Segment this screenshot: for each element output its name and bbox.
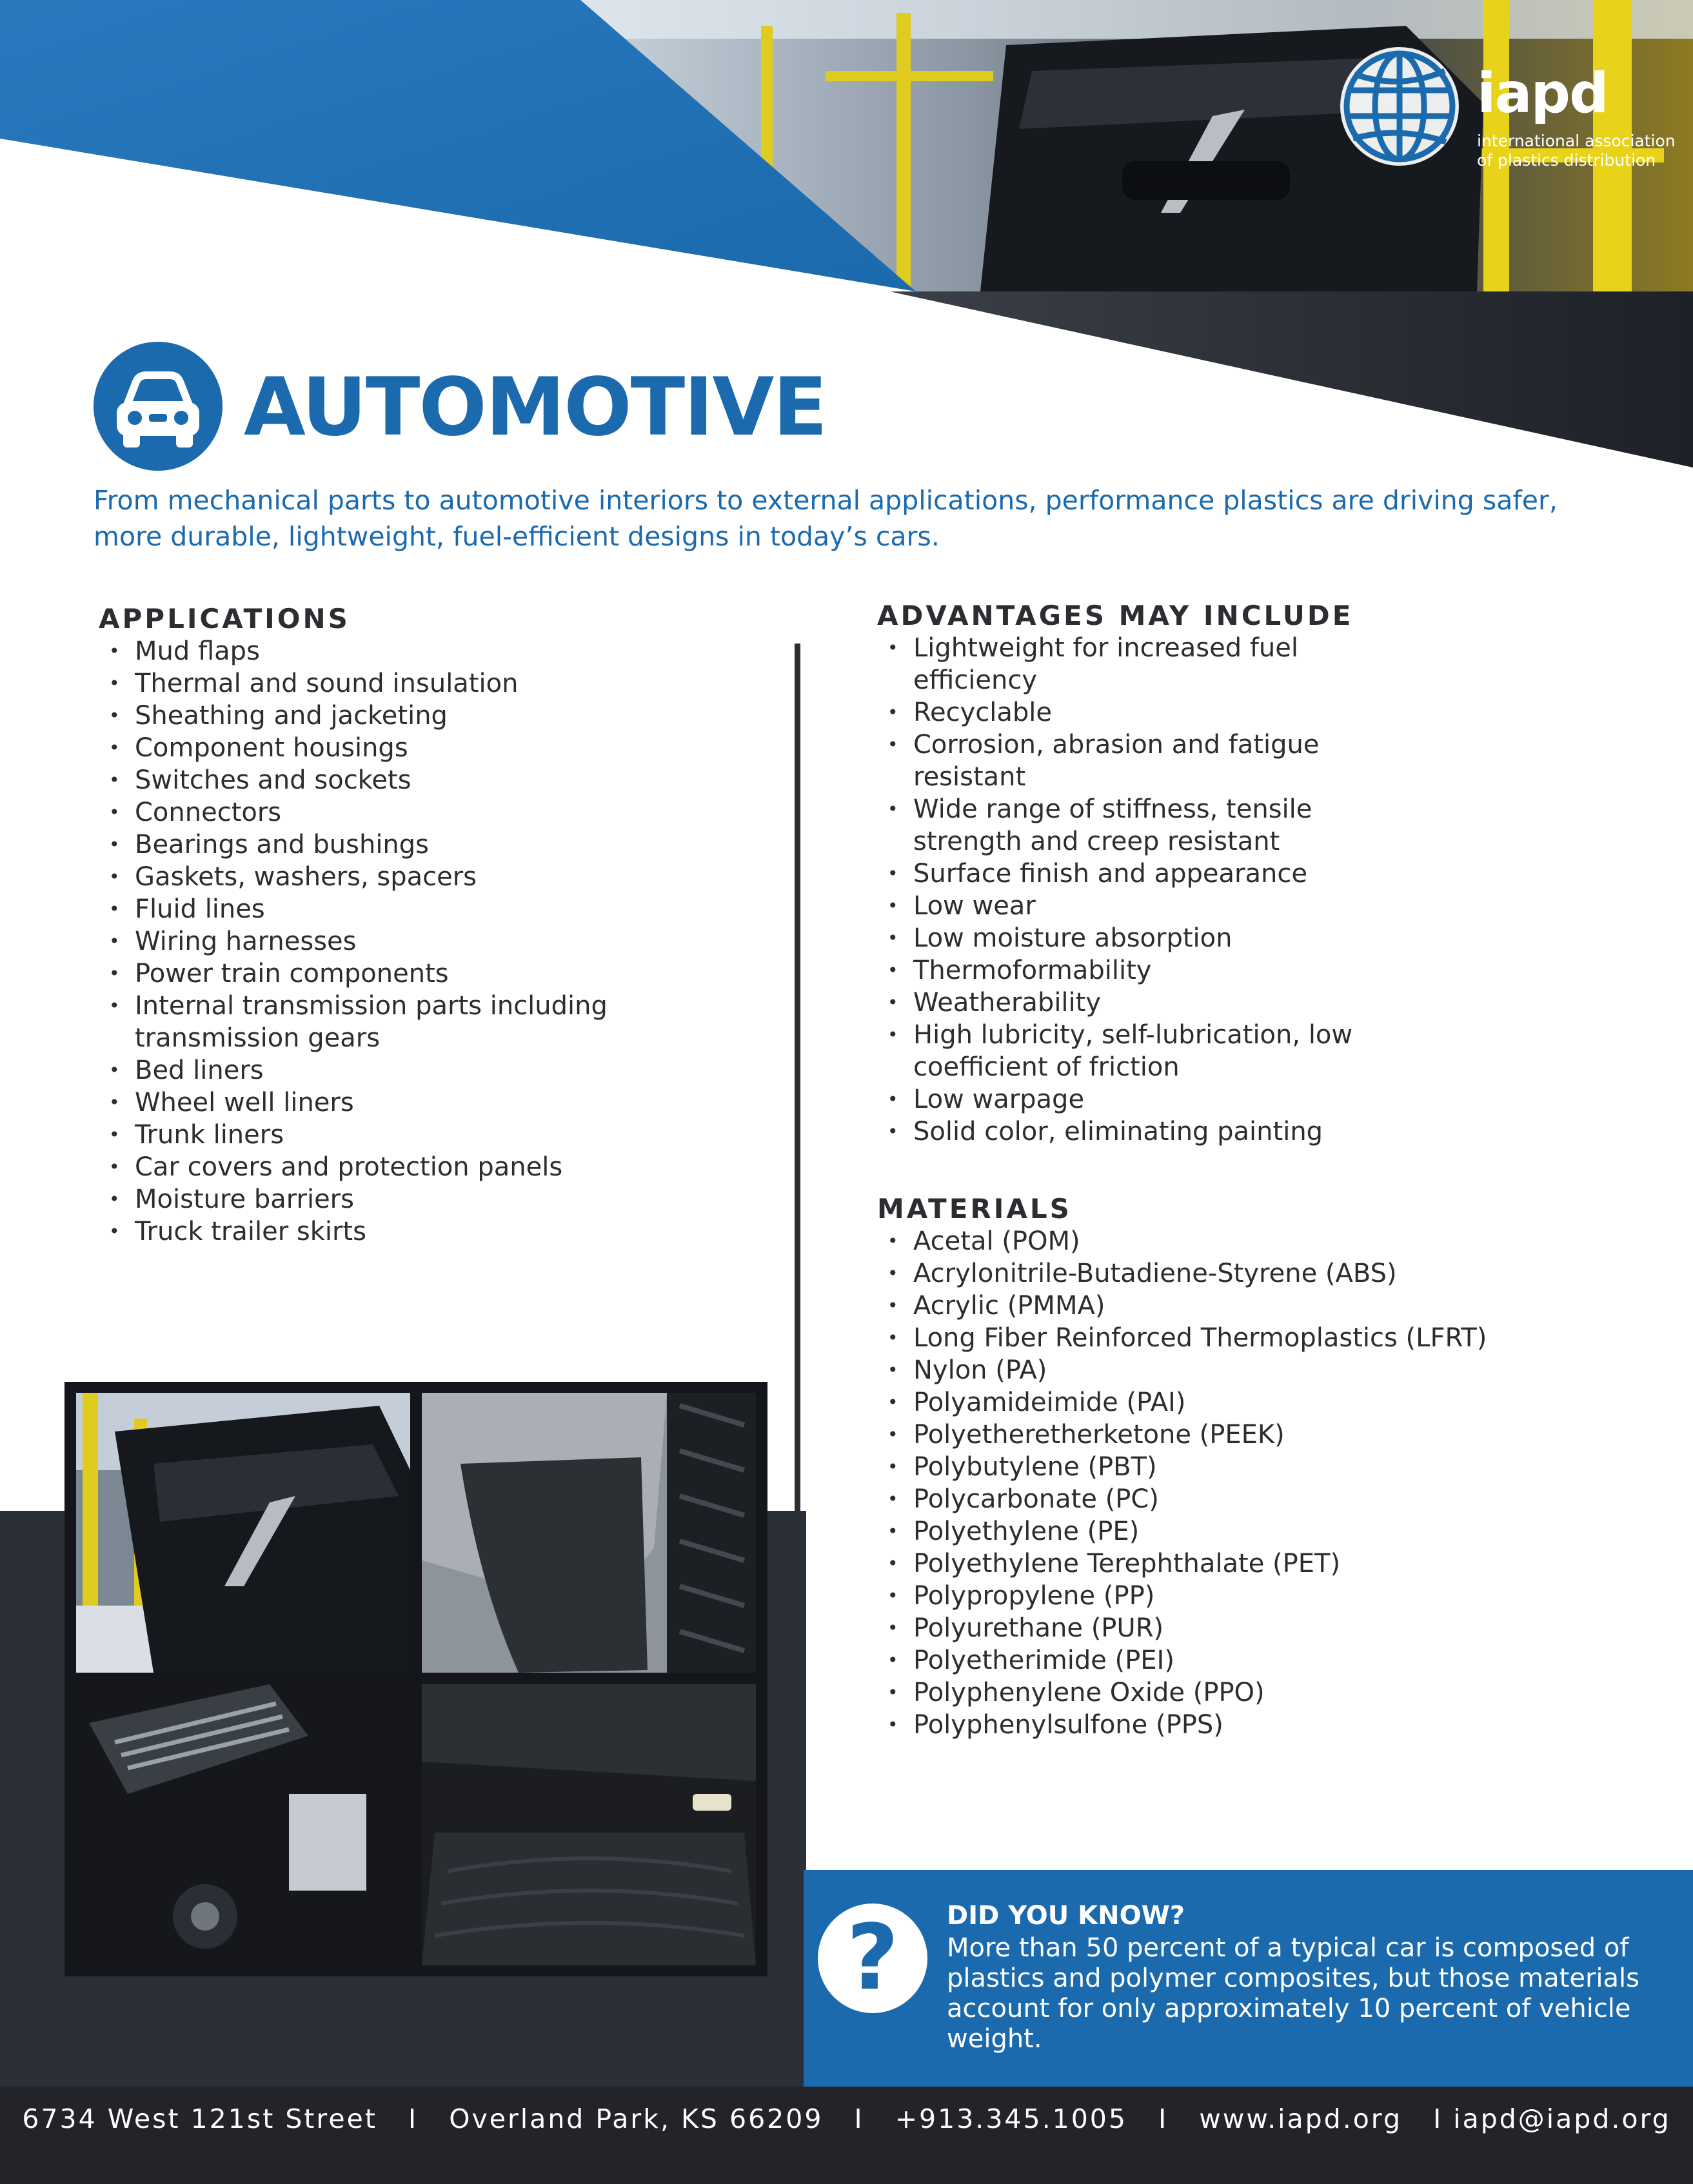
list-item: • Polyurethane (PUR)	[877, 1612, 1522, 1644]
list-item: • Wheel well liners	[99, 1087, 769, 1119]
list-item: • Connectors	[99, 796, 769, 829]
list-item: • Wiring harnesses	[99, 925, 769, 958]
trunk-liner-photo	[422, 1684, 756, 1965]
list-item: • Gaskets, washers, spacers	[99, 861, 769, 893]
list-item: • Acrylonitrile-Butadiene-Styrene (ABS)	[877, 1257, 1522, 1290]
logo-wordmark: iapd	[1477, 61, 1608, 126]
footer-bar	[0, 2087, 1693, 2184]
list-item: • Recyclable	[877, 696, 1367, 729]
list-item: • Wide range of stiffness, tensile strength and creep resistant	[877, 793, 1367, 858]
list-item: • Polyphenylsulfone (PPS)	[877, 1709, 1522, 1741]
footer-contact: 6734 West 121st Street I Overland Park, KS 66209 I +913.345.1005 I www.iapd.org I iapd@iapd.org	[22, 2103, 1671, 2134]
list-item: • Thermal and sound insulation	[99, 667, 769, 700]
list-item: • Switches and sockets	[99, 764, 769, 796]
list-item: • Low wear	[877, 890, 1367, 922]
logo-subtitle-line-1: international association	[1477, 132, 1676, 150]
list-item: • Bearings and bushings	[99, 829, 769, 861]
question-mark-icon: ?	[846, 1905, 899, 2011]
list-item: • Trunk liners	[99, 1119, 769, 1151]
list-item: • Polyethylene Terephthalate (PET)	[877, 1548, 1522, 1580]
list-item: • Mud flaps	[99, 635, 769, 667]
list-item: • Moisture barriers	[99, 1183, 769, 1215]
car-door-photo	[76, 1393, 410, 1673]
list-item: • Corrosion, abrasion and fatigue resistant	[877, 729, 1367, 793]
did-you-know-text: More than 50 percent of a typical car is composed of plastics and polymer composites, but those materials account for only approximately 10 percent of vehicle weight.	[947, 1933, 1639, 2054]
list-item: • Lightweight for increased fuel efficiency	[877, 632, 1367, 696]
car-icon	[94, 342, 223, 471]
list-item: • Solid color, eliminating painting	[877, 1116, 1367, 1148]
list-item: • Polyethylene (PE)	[877, 1515, 1522, 1548]
list-item: • Polyphenylene Oxide (PPO)	[877, 1677, 1522, 1709]
applications-list	[99, 635, 769, 1248]
list-item: • Polycarbonate (PC)	[877, 1483, 1522, 1515]
car-icon-badge	[94, 342, 223, 471]
advantages-heading: ADVANTAGES MAY INCLUDE	[877, 600, 1354, 631]
list-item: • Surface finish and appearance	[877, 858, 1367, 890]
list-item: • Polyamideimide (PAI)	[877, 1386, 1522, 1419]
list-item: • Internal transmission parts including transmission gears	[99, 990, 769, 1054]
list-item: • Acetal (POM)	[877, 1225, 1522, 1257]
list-item: • Component housings	[99, 732, 769, 764]
list-item: • Car covers and protection panels	[99, 1151, 769, 1183]
list-item: • Polyetherimide (PEI)	[877, 1644, 1522, 1677]
list-item: • High lubricity, self-lubrication, low coefficient of friction	[877, 1019, 1367, 1083]
list-item: • Bed liners	[99, 1054, 769, 1087]
list-item: • Truck trailer skirts	[99, 1215, 769, 1248]
list-item: • Low moisture absorption	[877, 922, 1367, 954]
list-item: • Polybutylene (PBT)	[877, 1451, 1522, 1483]
list-item: • Low warpage	[877, 1083, 1367, 1116]
list-item: • Polyetheretherketone (PEEK)	[877, 1419, 1522, 1451]
list-item: • Fluid lines	[99, 893, 769, 925]
list-item: • Nylon (PA)	[877, 1354, 1522, 1386]
advantages-list	[877, 632, 1367, 1148]
list-item: • Power train components	[99, 958, 769, 990]
mud-flap-photo	[422, 1393, 756, 1673]
page-title: AUTOMOTIVE	[244, 361, 827, 454]
materials-heading: MATERIALS	[877, 1193, 1072, 1225]
column-divider	[795, 644, 800, 1514]
did-you-know-title: DID YOU KNOW?	[947, 1901, 1185, 1931]
list-item: • Sheathing and jacketing	[99, 700, 769, 732]
logo-subtitle-line-2: of plastics distribution	[1477, 151, 1656, 170]
list-item: • Long Fiber Reinforced Thermoplastics (LFRT)	[877, 1322, 1522, 1354]
applications-heading: APPLICATIONS	[99, 603, 350, 635]
intro-text: From mechanical parts to automotive interiors to external applications, performance plastics are driving safer, more durable, lightweight, fuel-efficient designs in today’s cars.	[94, 485, 1558, 552]
list-item: • Weatherability	[877, 987, 1367, 1019]
list-item: • Thermoformability	[877, 954, 1367, 987]
list-item: • Acrylic (PMMA)	[877, 1290, 1522, 1322]
engine-photo	[76, 1684, 410, 1965]
list-item: • Polypropylene (PP)	[877, 1580, 1522, 1612]
materials-list	[877, 1225, 1522, 1741]
